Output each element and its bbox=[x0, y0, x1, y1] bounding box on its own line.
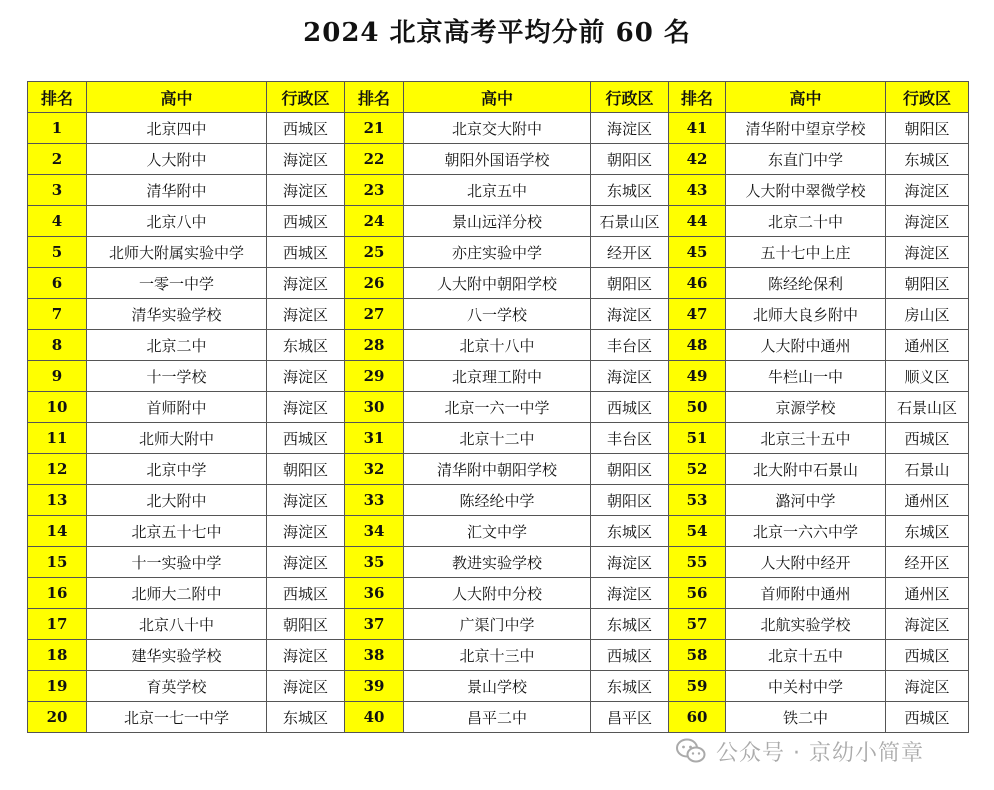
district-cell: 海淀区 bbox=[591, 361, 669, 392]
table-body bbox=[28, 113, 969, 733]
school-cell: 北大附中石景山 bbox=[726, 454, 886, 485]
rank-cell: 10 bbox=[28, 392, 87, 423]
rank-cell: 57 bbox=[669, 609, 726, 640]
district-cell: 海淀区 bbox=[267, 299, 345, 330]
school-cell: 十一实验中学 bbox=[87, 547, 267, 578]
district-cell: 海淀区 bbox=[267, 516, 345, 547]
district-cell: 海淀区 bbox=[267, 175, 345, 206]
school-cell: 北大附中 bbox=[87, 485, 267, 516]
school-cell: 人大附中 bbox=[87, 144, 267, 175]
rank-cell: 55 bbox=[669, 547, 726, 578]
rank-cell: 19 bbox=[28, 671, 87, 702]
district-cell: 朝阳区 bbox=[591, 485, 669, 516]
school-cell: 北京十五中 bbox=[726, 640, 886, 671]
table-row bbox=[28, 578, 969, 609]
school-cell: 清华附中望京学校 bbox=[726, 113, 886, 144]
school-cell: 一零一中学 bbox=[87, 268, 267, 299]
district-cell: 海淀区 bbox=[267, 144, 345, 175]
district-cell: 海淀区 bbox=[886, 609, 969, 640]
table-row bbox=[28, 330, 969, 361]
school-cell: 清华实验学校 bbox=[87, 299, 267, 330]
school-cell: 北京五十七中 bbox=[87, 516, 267, 547]
school-cell: 人大附中通州 bbox=[726, 330, 886, 361]
rank-cell: 18 bbox=[28, 640, 87, 671]
school-cell: 亦庄实验中学 bbox=[404, 237, 591, 268]
school-cell: 人大附中翠微学校 bbox=[726, 175, 886, 206]
district-cell: 西城区 bbox=[886, 702, 969, 733]
district-cell: 东城区 bbox=[591, 516, 669, 547]
header-district: 行政区 bbox=[267, 82, 345, 113]
rank-cell: 29 bbox=[345, 361, 404, 392]
district-cell: 海淀区 bbox=[267, 547, 345, 578]
district-cell: 西城区 bbox=[886, 423, 969, 454]
school-cell: 五十七中上庄 bbox=[726, 237, 886, 268]
rank-cell: 59 bbox=[669, 671, 726, 702]
school-cell: 人大附中经开 bbox=[726, 547, 886, 578]
district-cell: 东城区 bbox=[267, 330, 345, 361]
school-cell: 北京十二中 bbox=[404, 423, 591, 454]
district-cell: 通州区 bbox=[886, 485, 969, 516]
district-cell: 西城区 bbox=[267, 113, 345, 144]
table-row bbox=[28, 516, 969, 547]
school-cell: 清华附中 bbox=[87, 175, 267, 206]
rank-cell: 51 bbox=[669, 423, 726, 454]
rank-cell: 23 bbox=[345, 175, 404, 206]
district-cell: 朝阳区 bbox=[886, 268, 969, 299]
school-cell: 人大附中分校 bbox=[404, 578, 591, 609]
district-cell: 经开区 bbox=[886, 547, 969, 578]
school-cell: 北京一六一中学 bbox=[404, 392, 591, 423]
school-cell: 教进实验学校 bbox=[404, 547, 591, 578]
district-cell: 房山区 bbox=[886, 299, 969, 330]
rank-cell: 34 bbox=[345, 516, 404, 547]
district-cell: 海淀区 bbox=[886, 206, 969, 237]
district-cell: 海淀区 bbox=[267, 485, 345, 516]
district-cell: 西城区 bbox=[267, 578, 345, 609]
district-cell: 顺义区 bbox=[886, 361, 969, 392]
rank-cell: 50 bbox=[669, 392, 726, 423]
header-school: 高中 bbox=[726, 82, 886, 113]
rank-cell: 33 bbox=[345, 485, 404, 516]
school-cell: 北京交大附中 bbox=[404, 113, 591, 144]
school-cell: 北京十八中 bbox=[404, 330, 591, 361]
school-cell: 北京一六六中学 bbox=[726, 516, 886, 547]
rank-cell: 49 bbox=[669, 361, 726, 392]
rank-cell: 22 bbox=[345, 144, 404, 175]
district-cell: 东城区 bbox=[267, 702, 345, 733]
school-cell: 建华实验学校 bbox=[87, 640, 267, 671]
district-cell: 东城区 bbox=[886, 144, 969, 175]
header-rank: 排名 bbox=[669, 82, 726, 113]
district-cell: 朝阳区 bbox=[267, 454, 345, 485]
school-cell: 北京中学 bbox=[87, 454, 267, 485]
school-cell: 汇文中学 bbox=[404, 516, 591, 547]
rank-cell: 53 bbox=[669, 485, 726, 516]
rank-cell: 11 bbox=[28, 423, 87, 454]
school-cell: 北师大附属实验中学 bbox=[87, 237, 267, 268]
rank-cell: 1 bbox=[28, 113, 87, 144]
rank-cell: 24 bbox=[345, 206, 404, 237]
school-cell: 中关村中学 bbox=[726, 671, 886, 702]
district-cell: 石景山区 bbox=[591, 206, 669, 237]
school-cell: 北师大二附中 bbox=[87, 578, 267, 609]
school-cell: 北京四中 bbox=[87, 113, 267, 144]
district-cell: 丰台区 bbox=[591, 330, 669, 361]
rank-cell: 4 bbox=[28, 206, 87, 237]
header-district: 行政区 bbox=[591, 82, 669, 113]
district-cell: 通州区 bbox=[886, 578, 969, 609]
school-cell: 北京二十中 bbox=[726, 206, 886, 237]
rank-cell: 45 bbox=[669, 237, 726, 268]
district-cell: 朝阳区 bbox=[267, 609, 345, 640]
rank-cell: 60 bbox=[669, 702, 726, 733]
rank-cell: 39 bbox=[345, 671, 404, 702]
ranking-table bbox=[27, 81, 969, 733]
rank-cell: 30 bbox=[345, 392, 404, 423]
school-cell: 牛栏山一中 bbox=[726, 361, 886, 392]
district-cell: 昌平区 bbox=[591, 702, 669, 733]
district-cell: 东城区 bbox=[591, 671, 669, 702]
school-cell: 人大附中朝阳学校 bbox=[404, 268, 591, 299]
rank-cell: 27 bbox=[345, 299, 404, 330]
rank-cell: 3 bbox=[28, 175, 87, 206]
district-cell: 西城区 bbox=[267, 206, 345, 237]
table-row bbox=[28, 299, 969, 330]
table-row bbox=[28, 392, 969, 423]
school-cell: 朝阳外国语学校 bbox=[404, 144, 591, 175]
table-row bbox=[28, 609, 969, 640]
district-cell: 东城区 bbox=[886, 516, 969, 547]
district-cell: 经开区 bbox=[591, 237, 669, 268]
rank-cell: 36 bbox=[345, 578, 404, 609]
rank-cell: 13 bbox=[28, 485, 87, 516]
school-cell: 北京理工附中 bbox=[404, 361, 591, 392]
rank-cell: 28 bbox=[345, 330, 404, 361]
school-cell: 北师大附中 bbox=[87, 423, 267, 454]
district-cell: 海淀区 bbox=[591, 547, 669, 578]
school-cell: 北京五中 bbox=[404, 175, 591, 206]
page-title: 2024 北京高考平均分前 60 名 bbox=[303, 18, 691, 48]
rank-cell: 21 bbox=[345, 113, 404, 144]
header-district: 行政区 bbox=[886, 82, 969, 113]
school-cell: 北京八十中 bbox=[87, 609, 267, 640]
school-cell: 北京八中 bbox=[87, 206, 267, 237]
district-cell: 石景山区 bbox=[886, 392, 969, 423]
rank-cell: 47 bbox=[669, 299, 726, 330]
header-school: 高中 bbox=[404, 82, 591, 113]
rank-cell: 31 bbox=[345, 423, 404, 454]
district-cell: 西城区 bbox=[267, 237, 345, 268]
school-cell: 潞河中学 bbox=[726, 485, 886, 516]
district-cell: 海淀区 bbox=[267, 392, 345, 423]
district-cell: 西城区 bbox=[267, 423, 345, 454]
rank-cell: 58 bbox=[669, 640, 726, 671]
district-cell: 朝阳区 bbox=[591, 144, 669, 175]
school-cell: 北京二中 bbox=[87, 330, 267, 361]
school-cell: 陈经纶中学 bbox=[404, 485, 591, 516]
rank-cell: 14 bbox=[28, 516, 87, 547]
header-school: 高中 bbox=[87, 82, 267, 113]
table-row bbox=[28, 671, 969, 702]
school-cell: 广渠门中学 bbox=[404, 609, 591, 640]
rank-cell: 41 bbox=[669, 113, 726, 144]
school-cell: 育英学校 bbox=[87, 671, 267, 702]
rank-cell: 7 bbox=[28, 299, 87, 330]
school-cell: 铁二中 bbox=[726, 702, 886, 733]
school-cell: 景山学校 bbox=[404, 671, 591, 702]
district-cell: 海淀区 bbox=[267, 268, 345, 299]
school-cell: 清华附中朝阳学校 bbox=[404, 454, 591, 485]
table-row bbox=[28, 702, 969, 733]
district-cell: 丰台区 bbox=[591, 423, 669, 454]
table-row bbox=[28, 361, 969, 392]
school-cell: 八一学校 bbox=[404, 299, 591, 330]
table-row bbox=[28, 144, 969, 175]
rank-cell: 20 bbox=[28, 702, 87, 733]
school-cell: 陈经纶保利 bbox=[726, 268, 886, 299]
school-cell: 首师附中 bbox=[87, 392, 267, 423]
district-cell: 西城区 bbox=[886, 640, 969, 671]
rank-cell: 37 bbox=[345, 609, 404, 640]
table-row bbox=[28, 206, 969, 237]
school-cell: 京源学校 bbox=[726, 392, 886, 423]
rank-cell: 40 bbox=[345, 702, 404, 733]
rank-cell: 35 bbox=[345, 547, 404, 578]
watermark-text: 公众号 · 京幼小简章 bbox=[716, 740, 924, 766]
header-rank: 排名 bbox=[28, 82, 87, 113]
school-cell: 北师大良乡附中 bbox=[726, 299, 886, 330]
district-cell: 海淀区 bbox=[591, 578, 669, 609]
rank-cell: 56 bbox=[669, 578, 726, 609]
rank-cell: 46 bbox=[669, 268, 726, 299]
district-cell: 朝阳区 bbox=[591, 268, 669, 299]
district-cell: 东城区 bbox=[591, 175, 669, 206]
district-cell: 海淀区 bbox=[886, 237, 969, 268]
rank-cell: 43 bbox=[669, 175, 726, 206]
school-cell: 北航实验学校 bbox=[726, 609, 886, 640]
school-cell: 东直门中学 bbox=[726, 144, 886, 175]
district-cell: 海淀区 bbox=[886, 175, 969, 206]
table-row bbox=[28, 485, 969, 516]
district-cell: 海淀区 bbox=[267, 671, 345, 702]
district-cell: 通州区 bbox=[886, 330, 969, 361]
district-cell: 西城区 bbox=[591, 640, 669, 671]
table-row bbox=[28, 113, 969, 144]
rank-cell: 26 bbox=[345, 268, 404, 299]
rank-cell: 8 bbox=[28, 330, 87, 361]
watermark bbox=[676, 736, 924, 766]
rank-cell: 5 bbox=[28, 237, 87, 268]
rank-cell: 32 bbox=[345, 454, 404, 485]
wechat-icon bbox=[676, 738, 706, 764]
table-row bbox=[28, 423, 969, 454]
school-cell: 北京三十五中 bbox=[726, 423, 886, 454]
rank-cell: 54 bbox=[669, 516, 726, 547]
district-cell: 海淀区 bbox=[591, 113, 669, 144]
rank-cell: 12 bbox=[28, 454, 87, 485]
district-cell: 海淀区 bbox=[267, 361, 345, 392]
school-cell: 景山远洋分校 bbox=[404, 206, 591, 237]
rank-cell: 48 bbox=[669, 330, 726, 361]
district-cell: 朝阳区 bbox=[591, 454, 669, 485]
rank-cell: 25 bbox=[345, 237, 404, 268]
table-row bbox=[28, 175, 969, 206]
rank-cell: 6 bbox=[28, 268, 87, 299]
school-cell: 昌平二中 bbox=[404, 702, 591, 733]
table-row bbox=[28, 237, 969, 268]
district-cell: 朝阳区 bbox=[886, 113, 969, 144]
rank-cell: 52 bbox=[669, 454, 726, 485]
school-cell: 北京十三中 bbox=[404, 640, 591, 671]
rank-cell: 2 bbox=[28, 144, 87, 175]
school-cell: 首师附中通州 bbox=[726, 578, 886, 609]
district-cell: 海淀区 bbox=[267, 640, 345, 671]
rank-cell: 44 bbox=[669, 206, 726, 237]
district-cell: 海淀区 bbox=[591, 299, 669, 330]
table-row bbox=[28, 547, 969, 578]
header-rank: 排名 bbox=[345, 82, 404, 113]
table-row bbox=[28, 454, 969, 485]
rank-cell: 42 bbox=[669, 144, 726, 175]
table-row bbox=[28, 268, 969, 299]
rank-cell: 38 bbox=[345, 640, 404, 671]
district-cell: 海淀区 bbox=[886, 671, 969, 702]
rank-cell: 15 bbox=[28, 547, 87, 578]
school-cell: 北京一七一中学 bbox=[87, 702, 267, 733]
rank-cell: 9 bbox=[28, 361, 87, 392]
district-cell: 西城区 bbox=[591, 392, 669, 423]
table-row bbox=[28, 640, 969, 671]
school-cell: 十一学校 bbox=[87, 361, 267, 392]
district-cell: 东城区 bbox=[591, 609, 669, 640]
rank-cell: 16 bbox=[28, 578, 87, 609]
rank-cell: 17 bbox=[28, 609, 87, 640]
table-header-row bbox=[28, 82, 969, 113]
district-cell: 石景山 bbox=[886, 454, 969, 485]
